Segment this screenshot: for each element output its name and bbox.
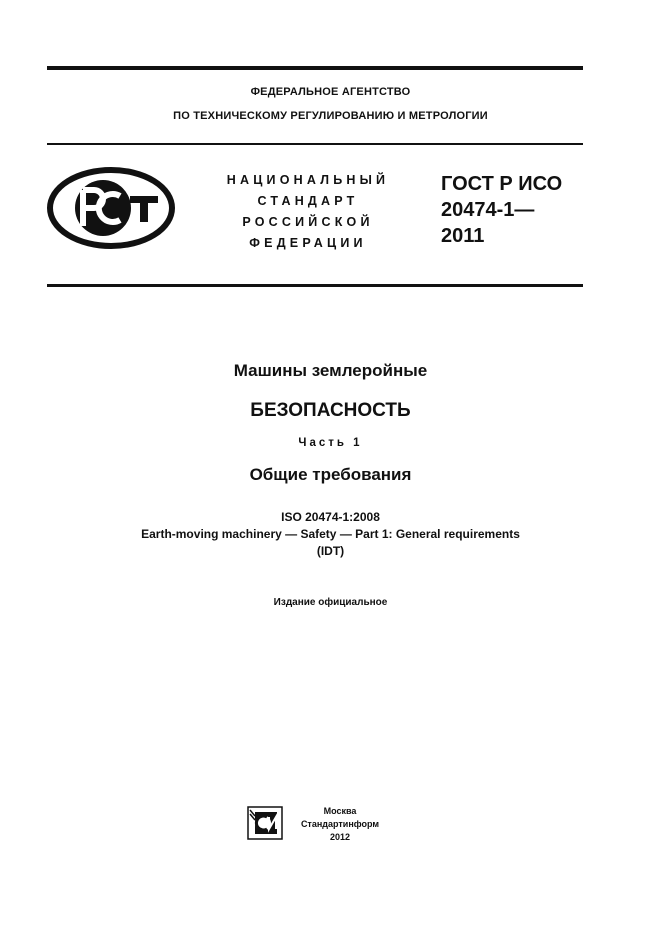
header-rule	[47, 143, 583, 145]
part-title: Общие требования	[249, 465, 412, 484]
document-subtitle: БЕЗОПАСНОСТЬ	[250, 400, 411, 421]
publisher-logo	[247, 806, 283, 845]
standard-line-3: РОССИЙСКОЙ	[242, 215, 374, 229]
standard-line-1: НАЦИОНАЛЬНЫЙ	[226, 173, 390, 187]
part-number: Часть 1	[298, 437, 363, 449]
iso-reference: ISO 20474-1:2008	[281, 510, 380, 524]
publisher-year: 2012	[329, 832, 351, 842]
rst-certification-mark-icon	[46, 166, 176, 250]
rst-mark-logo	[46, 166, 176, 255]
national-standard-label	[198, 170, 418, 254]
standard-line-4: ФЕДЕРАЦИИ	[249, 236, 367, 250]
document-title: Машины землеройные	[233, 361, 428, 380]
publisher-name: Стандартинформ	[300, 819, 380, 829]
publisher-info	[296, 805, 384, 844]
iso-equivalence: (IDT)	[316, 544, 345, 558]
designation-line-2: 20474-1—	[441, 199, 535, 221]
agency-line-1: ФЕДЕРАЛЬНОЕ АГЕНТСТВО	[250, 86, 411, 98]
designation-line-1: ГОСТ Р ИСО	[441, 173, 563, 195]
iso-english-title: Earth-moving machinery — Safety — Part 1: General requirements	[141, 527, 520, 541]
publisher-city: Москва	[323, 806, 357, 816]
standartinform-logo-icon	[247, 806, 283, 840]
standard-rule	[47, 284, 583, 287]
agency-line-2: ПО ТЕХНИЧЕСКОМУ РЕГУЛИРОВАНИЮ И МЕТРОЛОГИИ	[173, 110, 488, 122]
edition-label: Издание официальное	[273, 597, 388, 608]
standard-line-2: СТАНДАРТ	[257, 194, 359, 208]
designation-line-3: 2011	[441, 225, 485, 247]
standard-designation	[441, 171, 562, 249]
top-rule	[47, 66, 583, 70]
